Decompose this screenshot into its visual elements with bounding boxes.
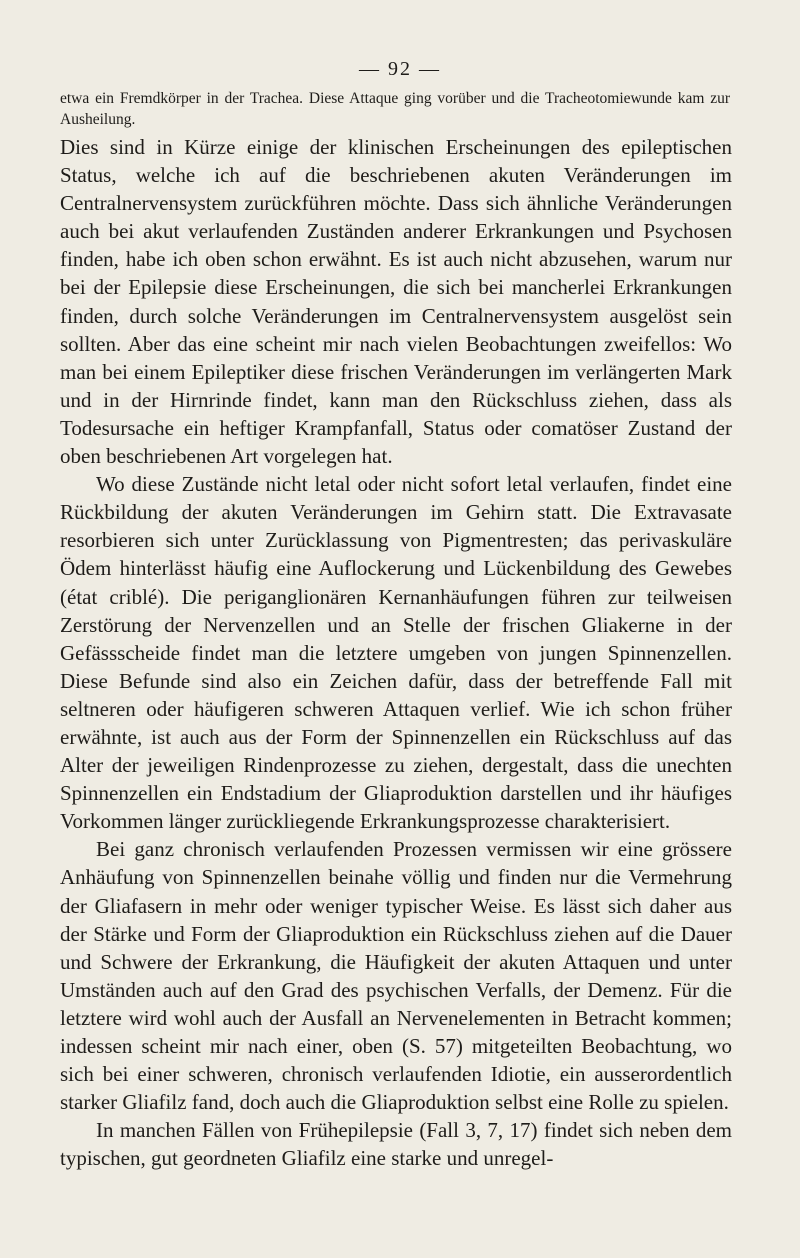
paragraph-1: Dies sind in Kürze einige der klinischen Erscheinungen des epileptischen Status, welche ich auf die beschriebenen akuten Veränderungen im Centralnervensystem zurückführen möchte. Dass sich ähnliche Veränderungen auch bei akut verlaufenden Zuständen anderer Erkrankungen und Psychosen finden, habe ich oben schon erwähnt. Es ist auch nicht abzusehen, warum nur bei der Epilepsie diese Erscheinungen, die sich bei mancherlei Erkrankungen finden, durch solche Veränderungen im Centralnervensystem ausgelöst sein sollten. Aber das eine scheint mir nach vielen Beobachtungen zweifellos: Wo man bei einem Epileptiker diese frischen Veränderungen im verlängerten Mark und in der Hirnrinde findet, kann man den Rückschluss ziehen, dass als Todesursache ein heftiger Krampfanfall, Status oder comatöser Zustand der oben beschriebenen Art vorgelegen hat.: [60, 135, 732, 469]
page-number: — 92 —: [359, 58, 441, 80]
paragraph-3: Bei ganz chronisch verlaufenden Prozessen vermissen wir eine grössere Anhäufung von Spinnenzellen beinahe völlig und finden nur die Vermehrung der Gliafasern in mehr oder weniger typischer Weise. Es lässt sich daher aus der Stärke und Form der Gliaproduktion ein Rückschluss ziehen auf die Dauer und Schwere der Erkrankung, die Häufigkeit der akuten Attaquen und unter Umständen auch auf den Grad des psychischen Verfalls, der Demenz. Für die letztere wird wohl auch der Ausfall an Nervenelementen in Betracht kommen; indessen scheint mir nach einer, oben (S. 57) mitgeteilten Beobachtung, wo sich bei einer schweren, chronisch verlaufenden Idiotie, ein ausserordentlich starker Gliafilz fand, doch auch die Gliaproduktion selbst eine Rolle zu spielen.: [60, 837, 732, 1115]
paragraph-4: In manchen Fällen von Frühepilepsie (Fall 3, 7, 17) findet sich neben dem typischen, gut geordneten Gliafilz eine starke und unregel-: [60, 1118, 732, 1171]
paragraph-2: Wo diese Zustände nicht letal oder nicht sofort letal verlaufen, findet eine Rückbildung der akuten Veränderungen im Gehirn statt. Die Extravasate resorbieren sich unter Zurücklassung von Pigmentresten; das perivaskuläre Ödem hinterlässt häufig eine Auflockerung und Lückenbildung des Gewebes (état criblé). Die periganglionären Kernanhäufungen führen zur teilweisen Zerstörung der Nervenzellen und an Stelle der frischen Gliakerne in der Gefässscheide findet man die letztere umgeben von jungen Spinnenzellen. Diese Befunde sind also ein Zeichen dafür, dass der betreffende Fall mit seltneren oder häufigeren schweren Attaquen verlief. Wie ich schon früher erwähnte, ist auch aus der Form der Spinnenzellen ein Rückschluss auf das Alter der jeweiligen Rindenprozesse zu ziehen, dergestalt, dass die unechten Spinnenzellen ein Endstadium der Gliaproduktion darstellen und ihr häufiges Vorkommen länger zurückliegende Erkrankungsprozesse charakterisiert.: [60, 472, 732, 834]
carryover-paragraph: etwa ein Fremdkörper in der Trachea. Diese Attaque ging vorüber und die Tracheotomiewunde kam zur Ausheilung.: [60, 90, 730, 128]
main-text: [60, 133, 732, 1172]
